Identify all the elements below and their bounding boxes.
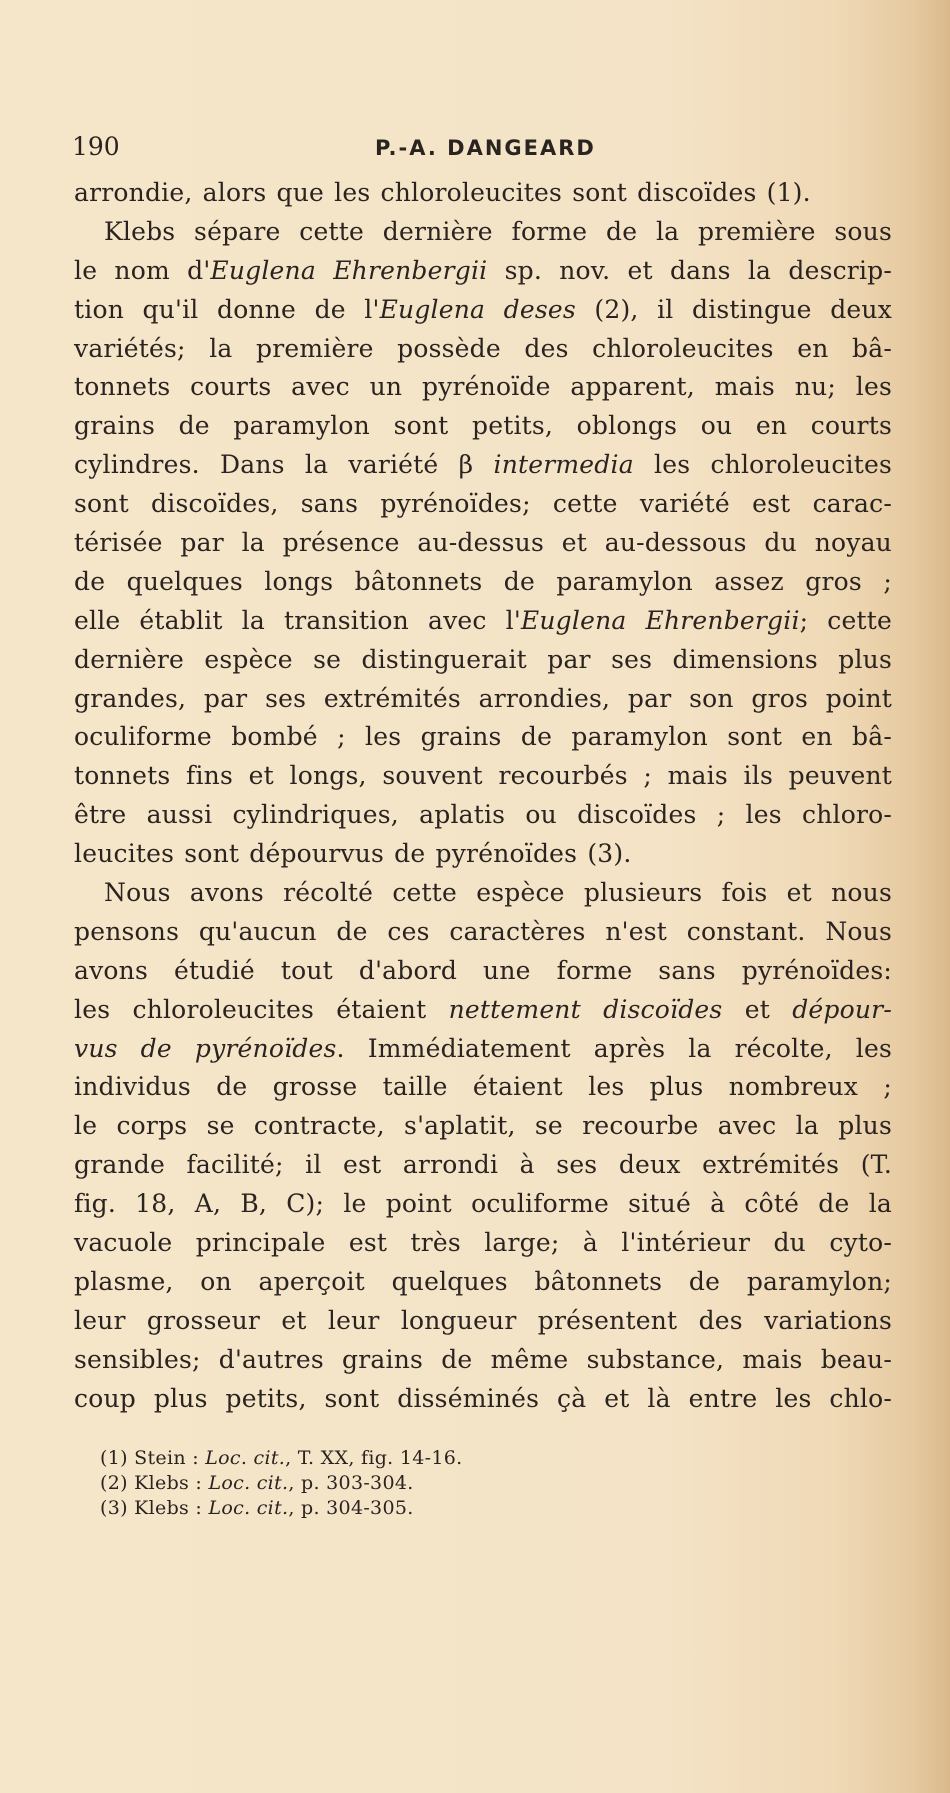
line-text: individus de grosse taille étaient les plus nombreux ;: [74, 1072, 892, 1102]
line-text: dernière espèce se distinguerait par ses dimensions plus: [74, 644, 892, 674]
text-line: [74, 796, 892, 835]
line-text: le nom d': [74, 255, 211, 285]
line-text: sp. nov. et dans la descrip-: [487, 255, 893, 285]
footnote-text: , T. XX, fig. 14-16.: [285, 1447, 463, 1469]
footnote-text: , p. 303-304.: [288, 1472, 414, 1494]
text-line: [74, 174, 892, 213]
text-line: [74, 524, 892, 563]
body-text: [74, 174, 892, 1419]
text-line: [74, 213, 892, 252]
line-text: sensibles; d'autres grains de même substance, mais beau-: [74, 1344, 892, 1374]
italic-text: dépour-: [792, 994, 892, 1024]
text-line: [74, 1068, 892, 1107]
footnote-text: (2) Klebs :: [100, 1472, 209, 1494]
footnote-italic-text: Loc. cit.: [205, 1447, 286, 1469]
line-text: coup plus petits, sont disséminés çà et là entre les chlo-: [74, 1383, 892, 1413]
line-text: Klebs sépare cette dernière forme de la première sous: [104, 216, 892, 246]
line-text: grande facilité; il est arrondi à ses deux extrémités (T.: [74, 1150, 892, 1180]
text-line: [74, 757, 892, 796]
text-line: [74, 1185, 892, 1224]
text-line: [74, 680, 892, 719]
line-text: . Immédiatement après la récolte, les: [336, 1033, 892, 1063]
line-text: avons étudié tout d'abord une forme sans pyrénoïdes:: [74, 955, 892, 985]
line-text: les chloroleucites étaient: [74, 994, 449, 1024]
text-line: [74, 602, 892, 641]
line-text: grandes, par ses extrémités arrondies, par son gros point: [74, 683, 892, 713]
footnote-text: , p. 304-305.: [288, 1497, 414, 1519]
text-line: [74, 1224, 892, 1263]
line-text: arrondie, alors que les chloroleucites sont discoïdes (1).: [74, 178, 811, 207]
line-text: térisée par la présence au-dessus et au-dessous du noyau: [74, 528, 892, 558]
line-text: et: [722, 994, 793, 1024]
text-line: [74, 1302, 892, 1341]
text-line: [74, 1341, 892, 1380]
line-text: variétés; la première possède des chloroleucites en bâ-: [74, 333, 892, 363]
line-text: pensons qu'aucun de ces caractères n'est constant. Nous: [74, 916, 892, 946]
line-text: le corps se contracte, s'aplatit, se recourbe avec la plus: [74, 1111, 892, 1141]
text-line: [74, 835, 892, 874]
text-line: [74, 718, 892, 757]
footnote-italic-text: Loc. cit.: [208, 1472, 289, 1494]
text-line: [74, 1380, 892, 1419]
line-text: (2), il distingue deux: [575, 294, 892, 324]
line-text: oculiforme bombé ; les grains de paramylon sont en bâ-: [74, 722, 892, 752]
footnote-text: (1) Stein :: [100, 1447, 206, 1469]
line-text: tonnets courts avec un pyrénoïde apparent, mais nu; les: [74, 372, 892, 402]
line-text: ; cette: [799, 605, 892, 635]
footnote: [100, 1446, 620, 1471]
footnote-text: (3) Klebs :: [100, 1497, 209, 1519]
text-line: [74, 563, 892, 602]
line-text: tonnets fins et longs, souvent recourbés ; mais ils peuvent: [74, 761, 892, 791]
line-text: elle établit la transition avec l': [74, 605, 521, 635]
text-line: [74, 1146, 892, 1185]
text-line: [74, 1030, 892, 1069]
line-text: leucites sont dépourvus de pyrénoïdes (3).: [74, 839, 632, 869]
italic-text: Euglena deses: [379, 294, 576, 324]
text-line: [74, 407, 892, 446]
page-header: [70, 132, 890, 168]
footnote: [100, 1496, 620, 1521]
italic-text: Euglena Ehrenbergii: [210, 255, 488, 285]
footnote-italic-text: Loc. cit.: [208, 1497, 289, 1519]
page-number: 190: [72, 132, 120, 161]
text-line: [74, 446, 892, 485]
text-line: [74, 485, 892, 524]
line-text: grains de paramylon sont petits, oblongs ou en courts: [74, 411, 892, 441]
footnote: [100, 1471, 620, 1496]
text-line: [74, 330, 892, 369]
line-text: leur grosseur et leur longueur présentent des variations: [74, 1305, 892, 1335]
text-line: [74, 1107, 892, 1146]
text-line: [74, 991, 892, 1030]
text-line: [74, 874, 892, 913]
line-text: de quelques longs bâtonnets de paramylon assez gros ;: [74, 566, 892, 596]
text-line: [74, 641, 892, 680]
line-text: cylindres. Dans la variété β: [74, 450, 494, 480]
italic-text: Euglena Ehrenbergii: [520, 605, 800, 635]
line-text: être aussi cylindriques, aplatis ou discoïdes ; les chloro-: [74, 800, 892, 830]
italic-text: nettement discoïdes: [448, 994, 723, 1024]
text-line: [74, 913, 892, 952]
text-line: [74, 368, 892, 407]
text-line: [74, 291, 892, 330]
line-text: les chloroleucites: [633, 450, 892, 480]
line-text: Nous avons récolté cette espèce plusieurs fois et nous: [104, 878, 892, 908]
line-text: tion qu'il donne de l': [74, 294, 380, 324]
text-line: [74, 252, 892, 291]
line-text: sont discoïdes, sans pyrénoïdes; cette variété est carac-: [74, 489, 892, 519]
line-text: plasme, on aperçoit quelques bâtonnets de paramylon;: [74, 1266, 892, 1296]
footnotes: [100, 1446, 620, 1521]
running-head: P.-A. DANGEARD: [375, 136, 596, 160]
italic-text: vus de pyrénoïdes: [74, 1033, 337, 1063]
text-line: [74, 1263, 892, 1302]
italic-text: intermedia: [493, 450, 634, 480]
line-text: vacuole principale est très large; à l'intérieur du cyto-: [74, 1228, 892, 1258]
line-text: fig. 18, A, B, C); le point oculiforme situé à côté de la: [74, 1189, 892, 1219]
text-line: [74, 952, 892, 991]
